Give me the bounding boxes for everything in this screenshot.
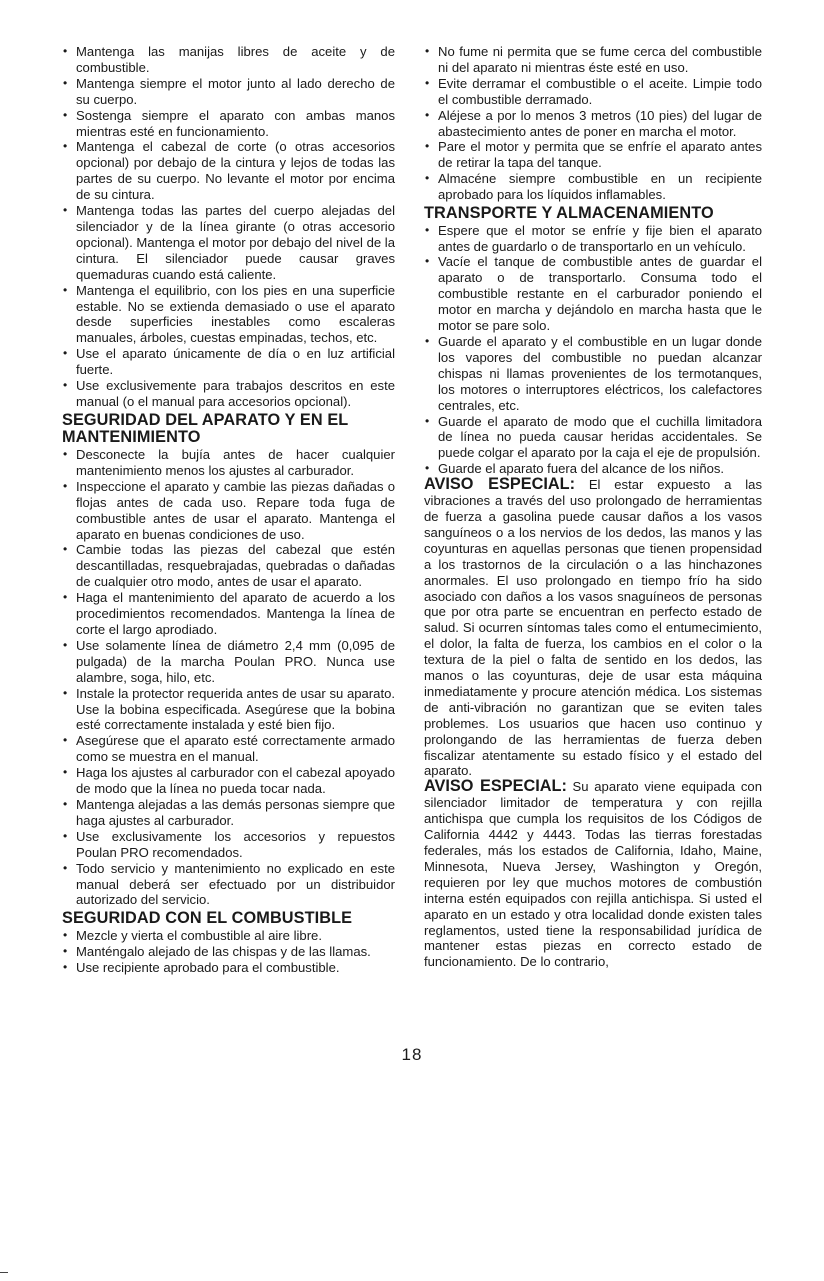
special-notice-spark-arrestor [424,779,762,970]
bullet-item: • Mantenga alejadas a las demás personas siempre que haga ajustes al carburador. [62,797,395,829]
bullet-item: • Use exclusivemente para trabajos descritos en este manual (o el manual para accesorios opcional). [62,378,395,410]
left-column [62,44,395,976]
fuel-safety-list [62,928,395,976]
bullet-item: • Cambie todas las piezas del cabezal que estén descantilladas, resquebrajadas, quebradas o dañadas de cualquier otro modo, antes de usar el aparato. [62,542,395,590]
bullet-item: • Use solamente línea de diámetro 2,4 mm (0,095 de pulgada) de la marcha Poulan PRO. Nunca use alambre, soga, hilo, etc. [62,638,395,686]
special-notice-vibration [424,477,762,779]
special-notice-text: Su aparato viene equipada con silenciador limitador de temperatura y con rejilla antichispa que cumpla los requisitos de los Códigos de California 4442 y 4443. Todas las tierras forestadas federales, más los estados de California, Idaho, Maine, Minnesota, Nueva Jersey, Washington y Oregón, requieren por ley que muchos motores de combustión interna estén equipados con rejilla antichispa. Si usted el aparato en un estado y otra localidad donde existen tales reglamentos, usted tiene la responsabilidad jurídica de mantener estas piezas en correcto estado de funcionamiento. De lo contrario, [424,779,762,970]
bullet-item: • Mantenga el cabezal de corte (o otras accesorios opcional) por debajo de la cintura y lejos de todas las partes de su cuerpo. No levante el motor por encima de su cintura. [62,139,395,203]
bullet-item: • Desconecte la bujía antes de hacer cualquier mantenimiento menos los ajustes al carburador. [62,447,395,479]
bullet-item: • Todo servicio y mantenimiento no explicado en este manual deberá ser efectuado por un distribuidor autorizado del servicio. [62,861,395,909]
bullet-item: • Aléjese a por lo menos 3 metros (10 pies) del lugar de abastecimiento antes de poner en marcha el motor. [424,108,762,140]
right-column [424,44,762,970]
crop-mark [0,1272,8,1273]
bullet-item: • Manténgalo alejado de las chispas y de las llamas. [62,944,395,960]
bullet-item: • Vacíe el tanque de combustible antes de guardar el aparato o de transportarlo. Consuma todo el combustible restante en el carburador poniendo el motor en marcha y dejándolo en marcha hasta que le motor se pare solo. [424,254,762,334]
special-notice-text: El estar expuesto a las vibraciones a través del uso prolongado de herramientas de fuerza a gasolina puede causar daños a los vasos sanguíneos o a los nervios de los dedos, las manos y las coyunturas en aquellas personas que tienen propensidad a los trastornos de la circulación o a las hinchazones anormales. El uso prolongado en tiempo frío ha sido asociado con daños a los vasos snaguíneos de personas que por otra parte se encuentran en perfecto estado de salud. Si ocurren síntomas tales como el entumecimiento, el dolor, la falta de fuerza, los cambios en el color o la textura de la piel o falta de sentido en los dedos, las manos o las coyunturas, deje de usar esta máquina inmediatamente y procure atención médica. Los sistemas de anti-vibración no garantizan que se eviten tales problemes. Los usuarios que hacen uso continuo y prolongando de las herramientas de fuerza deben fiscalizar atentamente su estado físico y el estado del aparato. [424,477,762,779]
fuel-safety-heading: SEGURIDAD CON EL COMBUSTIBLE [62,909,353,928]
bullet-item: • Pare el motor y permita que se enfríe el aparato antes de retirar la tapa del tanque. [424,139,762,171]
transport-storage-heading: TRANSPORTE Y ALMACENAMIENTO [424,204,714,223]
special-notice-label: AVISO ESPECIAL: [424,777,567,796]
special-notice-label: AVISO ESPECIAL: [424,475,575,494]
bullet-item: • Mantenga el equilibrio, con los pies en una superficie estable. No se extienda demasiado o use el aparato desde superficies inestables como escaleras manuales, árboles, cuestas empinadas, techos, etc. [62,283,395,347]
bullet-item: • Almacéne siempre combustible en un recipiente aprobado para los líquidos inflamables. [424,171,762,203]
bullet-item: • Instale la protector requerida antes de usar su aparato. Use la bobina especificada. Asegúrese que la bobina esté correctamente instalada y esté bien fijo. [62,686,395,734]
bullet-item: • Espere que el motor se enfríe y fije bien el aparato antes de guardarlo o de transportarlo en un vehículo. [424,223,762,255]
operation-safety-list [62,44,395,410]
maintenance-safety-heading: SEGURIDAD DEL APARATO Y EN EL MANTENIMIENTO [62,410,349,447]
bullet-item: • Inspeccione el aparato y cambie las piezas dañadas o flojas antes de cada uso. Repare toda fuga de combustible antes de usar el aparato. Mantenga el aparato en buenas condiciones de uso. [62,479,395,543]
bullet-item: • Haga los ajustes al carburador con el cabezal apoyado de modo que la línea no pueda tocar nada. [62,765,395,797]
bullet-item: • Guarde el aparato fuera del alcance de los niños. [424,461,762,477]
bullet-item: • Use el aparato únicamente de día o en luz artificial fuerte. [62,346,395,378]
bullet-item: • Guarde el aparato de modo que el cuchilla limitadora de línea no pueda causar heridas accidentales. Se puede colgar el aparato por la caja el eje de propulsión. [424,414,762,462]
bullet-item: • Haga el mantenimiento del aparato de acuerdo a los procedimientos recomendados. Mantenga la línea de corte el largo aprodiado. [62,590,395,638]
bullet-item: • Use exclusivamente los accesorios y repuestos Poulan PRO recomendados. [62,829,395,861]
page-number: 18 [401,1045,423,1064]
bullet-item: • No fume ni permita que se fume cerca del combustible ni del aparato ni mientras éste esté en uso. [424,44,762,76]
bullet-item: • Mezcle y vierta el combustible al aire libre. [62,928,395,944]
bullet-item: • Asegúrese que el aparato esté correctamente armado como se muestra en el manual. [62,733,395,765]
bullet-item: • Use recipiente aprobado para el combustible. [62,960,395,976]
bullet-item: • Sostenga siempre el aparato con ambas manos mientras esté en funcionamiento. [62,108,395,140]
bullet-item: • Mantenga todas las partes del cuerpo alejadas del silenciador y de la línea girante (o otras accesorio opcional). Mantenga el motor por debajo del nivel de la cintura. El silenciador puede causar graves quemaduras cuando está caliente. [62,203,395,283]
bullet-item: • Mantenga las manijas libres de aceite y de combustible. [62,44,395,76]
bullet-item: • Evite derramar el combustible o el aceite. Limpie todo el combustible derramado. [424,76,762,108]
bullet-item: • Mantenga siempre el motor junto al lado derecho de su cuerpo. [62,76,395,108]
transport-storage-list [424,223,762,478]
fuel-safety-list-continued [424,44,762,203]
maintenance-safety-list [62,447,395,908]
bullet-item: • Guarde el aparato y el combustible en un lugar donde los vapores del combustible no puedan alcanzar chispas ni llamas provenientes de los termotanques, los motores o interruptores eléctricos, los calefactores centrales, etc. [424,334,762,414]
